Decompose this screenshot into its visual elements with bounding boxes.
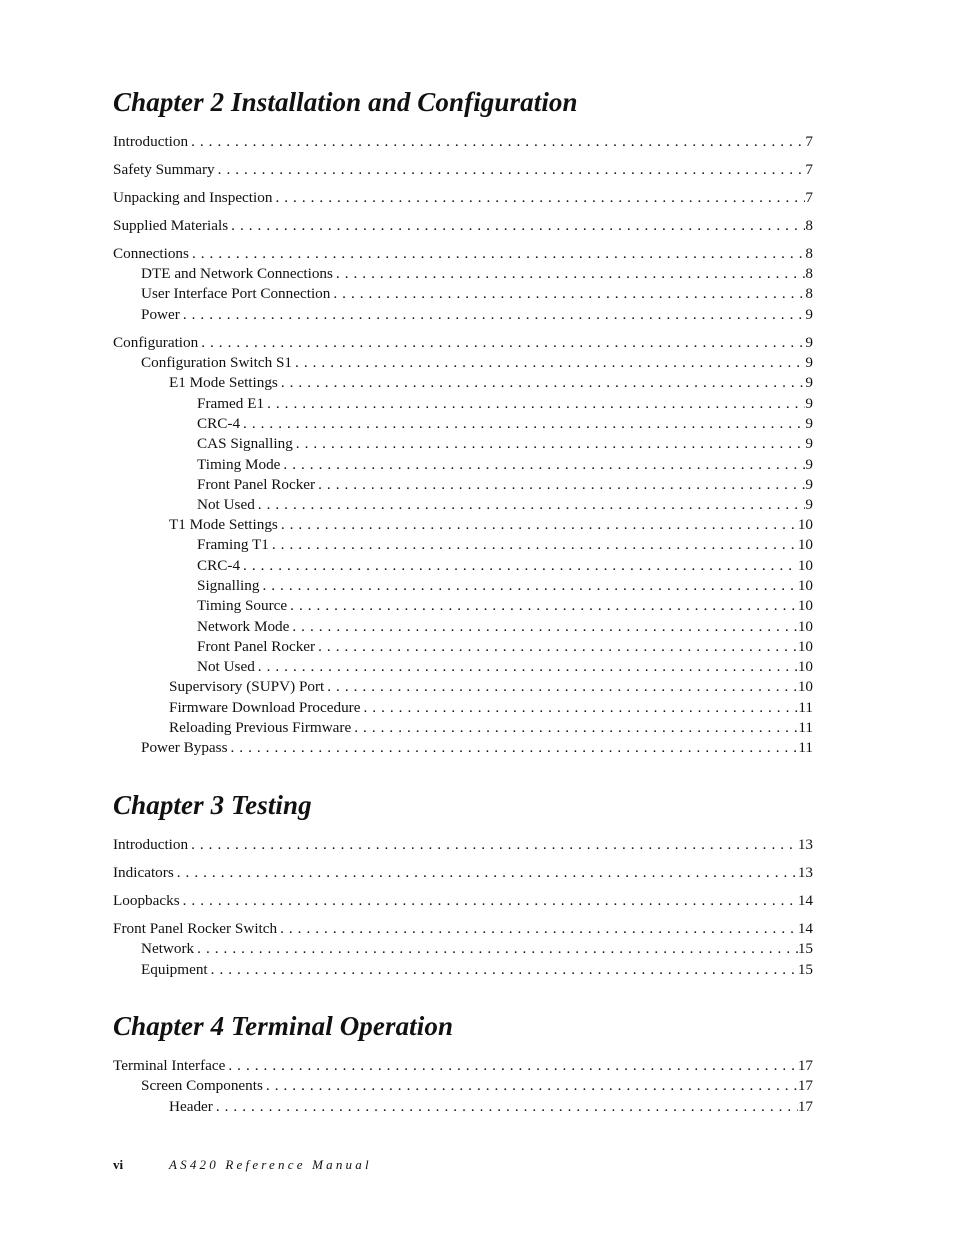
toc-entry-ch2-cas-signalling[interactable]: [197, 435, 813, 453]
dot-leader: [281, 516, 798, 534]
toc-entry-label: Unpacking and Inspection: [113, 189, 273, 206]
chapter-2-title: Chapter 2 Installation and Configuration: [113, 87, 578, 117]
dot-leader: [363, 699, 798, 717]
toc-entry-ch2-introduction[interactable]: [113, 133, 813, 151]
toc-entry-label: Not Used: [197, 496, 255, 513]
dot-leader: [272, 536, 798, 554]
toc-page-number: 7: [805, 161, 813, 178]
toc-entry-ch2-signalling[interactable]: [197, 577, 813, 595]
toc-entry-label: T1 Mode Settings: [169, 516, 278, 533]
dot-leader: [296, 435, 806, 453]
dot-leader: [267, 395, 805, 413]
toc-entry-ch2-framed-e1[interactable]: [197, 395, 813, 413]
toc-entry-label: Configuration Switch S1: [141, 354, 293, 371]
toc-entry-ch4-screen-components[interactable]: [141, 1077, 813, 1095]
toc-entry-label: Signalling: [197, 577, 260, 594]
toc-page-number: 14: [797, 892, 813, 909]
toc-entry-label: Power Bypass: [141, 739, 228, 756]
dot-leader: [216, 1098, 798, 1116]
toc-entry-ch4-terminal-interface[interactable]: [113, 1057, 813, 1075]
toc-page-number: 9: [805, 334, 813, 351]
toc-entry-ch3-network[interactable]: [141, 940, 813, 958]
toc-entry-ch2-timing-mode[interactable]: [197, 456, 813, 474]
dot-leader: [318, 638, 798, 656]
toc-page-number: 11: [798, 739, 813, 756]
dot-leader: [243, 415, 805, 433]
toc-page-number: 17: [797, 1098, 813, 1115]
toc-page-number: 13: [797, 864, 813, 881]
toc-entry-ch2-firmware-download[interactable]: [169, 699, 813, 717]
toc-page-number: 9: [805, 395, 813, 412]
dot-leader: [280, 920, 798, 938]
toc-page-number: 10: [797, 577, 813, 594]
toc-entry-ch2-not-used-t1[interactable]: [197, 658, 813, 676]
toc-entry-label: Supervisory (SUPV) Port: [169, 678, 325, 695]
toc-entry-ch2-e1-mode-settings[interactable]: [169, 374, 813, 392]
dot-leader: [197, 940, 798, 958]
toc-page-number: 9: [805, 306, 813, 323]
dot-leader: [295, 354, 805, 372]
toc-entry-ch2-power[interactable]: [141, 306, 813, 324]
toc-entry-ch2-framing-t1[interactable]: [197, 536, 813, 554]
toc-entry-ch2-timing-source[interactable]: [197, 597, 813, 615]
toc-entry-label: Introduction: [113, 836, 189, 853]
toc-entry-ch3-indicators[interactable]: [113, 864, 813, 882]
toc-entry-ch2-dte-network[interactable]: [141, 265, 813, 283]
toc-entry-label: Power: [141, 306, 180, 323]
dot-leader: [336, 265, 805, 283]
toc-page-number: 9: [805, 374, 813, 391]
toc-page-number: 13: [797, 836, 813, 853]
toc-entry-label: Timing Mode: [197, 456, 281, 473]
toc-entry-label: Network: [141, 940, 195, 957]
dot-leader: [327, 678, 798, 696]
toc-entry-label: CRC-4: [197, 557, 241, 574]
toc-entry-ch2-crc4-e1[interactable]: [197, 415, 813, 433]
toc-entry-label: Header: [169, 1098, 213, 1115]
toc-entry-label: CAS Signalling: [197, 435, 293, 452]
toc-page-number: 17: [797, 1077, 813, 1094]
toc-entry-label: Front Panel Rocker: [197, 638, 316, 655]
toc-entry-ch3-front-panel-rocker-switch[interactable]: [113, 920, 813, 938]
toc-entry-ch2-power-bypass[interactable]: [141, 739, 813, 757]
toc-entry-label: Configuration: [113, 334, 199, 351]
dot-leader: [262, 577, 797, 595]
toc-page-number: 11: [798, 719, 813, 736]
toc-page-number: 7: [805, 189, 813, 206]
toc-entry-label: Screen Components: [141, 1077, 263, 1094]
dot-leader: [201, 334, 805, 352]
toc-entry-ch2-reloading-firmware[interactable]: [169, 719, 813, 737]
toc-page-number: 10: [797, 678, 813, 695]
chapter-3-title: Chapter 3 Testing: [113, 790, 312, 820]
toc-entry-label: Not Used: [197, 658, 255, 675]
toc-entry-ch3-equipment[interactable]: [141, 961, 813, 979]
dot-leader: [228, 1057, 797, 1075]
toc-entry-label: Terminal Interface: [113, 1057, 226, 1074]
toc-page-number: 10: [797, 638, 813, 655]
toc-entry-label: Timing Source: [197, 597, 288, 614]
dot-leader: [266, 1077, 798, 1095]
toc-entry-label: Framed E1: [197, 395, 265, 412]
dot-leader: [258, 658, 798, 676]
toc-entry-label: CRC-4: [197, 415, 241, 432]
toc-entry-label: Introduction: [113, 133, 189, 150]
toc-entry-label: Front Panel Rocker Switch: [113, 920, 278, 937]
toc-page-number: 8: [805, 265, 813, 282]
dot-leader: [218, 161, 806, 179]
toc-entry-ch2-t1-mode-settings[interactable]: [169, 516, 813, 534]
toc-entry-ch2-front-panel-rocker-t1[interactable]: [197, 638, 813, 656]
footer-manual-title: AS420 Reference Manual: [169, 1157, 372, 1172]
toc-page-number: 10: [797, 597, 813, 614]
toc-entry-ch2-not-used-e1[interactable]: [197, 496, 813, 514]
toc-entry-label: Supplied Materials: [113, 217, 229, 234]
toc-entry-label: Indicators: [113, 864, 174, 881]
dot-leader: [283, 456, 805, 474]
toc-entry-label: E1 Mode Settings: [169, 374, 278, 391]
footer-page-number: vi: [113, 1157, 124, 1172]
toc-entry-ch2-unpacking[interactable]: [113, 189, 813, 207]
toc-page-number: 9: [805, 435, 813, 452]
toc-entry-label: Front Panel Rocker: [197, 476, 316, 493]
toc-entry-ch3-introduction[interactable]: [113, 836, 813, 854]
toc-entry-ch2-user-interface-port[interactable]: [141, 285, 813, 303]
dot-leader: [192, 245, 805, 263]
dot-leader: [211, 961, 798, 979]
dot-leader: [318, 476, 805, 494]
toc-page-number: 11: [798, 699, 813, 716]
toc-page-number: 7: [805, 133, 813, 150]
toc-entry-ch2-network-mode[interactable]: [197, 618, 813, 636]
toc-page-number: 10: [797, 516, 813, 533]
dot-leader: [231, 217, 805, 235]
toc-entry-label: DTE and Network Connections: [141, 265, 333, 282]
toc-page-number: 10: [797, 658, 813, 675]
toc-page-number: 9: [805, 354, 813, 371]
toc-entry-label: Loopbacks: [113, 892, 180, 909]
toc-entry-ch4-header[interactable]: [169, 1098, 813, 1116]
toc-page-number: 9: [805, 415, 813, 432]
toc-page-number: 15: [797, 940, 813, 957]
toc-entry-label: Equipment: [141, 961, 208, 978]
toc-page-number: 9: [805, 456, 813, 473]
dot-leader: [191, 836, 798, 854]
dot-leader: [183, 892, 798, 910]
toc-entry-label: Network Mode: [197, 618, 290, 635]
toc-entry-ch2-config-switch-s1[interactable]: [141, 354, 813, 372]
toc-entry-label: Safety Summary: [113, 161, 215, 178]
dot-leader: [275, 189, 805, 207]
toc-page-number: 17: [797, 1057, 813, 1074]
dot-leader: [354, 719, 798, 737]
dot-leader: [177, 864, 798, 882]
toc-page-number: 10: [797, 618, 813, 635]
dot-leader: [191, 133, 805, 151]
toc-entry-label: Firmware Download Procedure: [169, 699, 361, 716]
toc-entry-ch2-supplied-materials[interactable]: [113, 217, 813, 235]
toc-page-number: 15: [797, 961, 813, 978]
dot-leader: [290, 597, 798, 615]
toc-entry-ch2-configuration[interactable]: [113, 334, 813, 352]
toc-entry-label: User Interface Port Connection: [141, 285, 331, 302]
toc-page-number: 14: [797, 920, 813, 937]
toc-page-number: 8: [805, 217, 813, 234]
toc-entry-label: Framing T1: [197, 536, 269, 553]
dot-leader: [281, 374, 806, 392]
dot-leader: [333, 285, 805, 303]
toc-entry-ch2-safety-summary[interactable]: [113, 161, 813, 179]
toc-entry-label: Reloading Previous Firmware: [169, 719, 352, 736]
dot-leader: [183, 306, 806, 324]
toc-entry-label: Connections: [113, 245, 189, 262]
toc-page-number: 9: [805, 476, 813, 493]
dot-leader: [243, 557, 798, 575]
chapter-4-title: Chapter 4 Terminal Operation: [113, 1011, 454, 1041]
toc-page-number: 10: [797, 536, 813, 553]
toc-page-number: 10: [797, 557, 813, 574]
dot-leader: [258, 496, 806, 514]
toc-entry-ch2-connections[interactable]: [113, 245, 813, 263]
dot-leader: [292, 618, 797, 636]
toc-page-number: 8: [805, 285, 813, 302]
toc-entry-ch3-loopbacks[interactable]: [113, 892, 813, 910]
toc-entry-ch2-supv-port[interactable]: [169, 678, 813, 696]
toc-entry-ch2-crc4-t1[interactable]: [197, 557, 813, 575]
toc-page-number: 8: [805, 245, 813, 262]
toc-page-number: 9: [805, 496, 813, 513]
toc-entry-ch2-front-panel-rocker-e1[interactable]: [197, 476, 813, 494]
dot-leader: [230, 739, 798, 757]
